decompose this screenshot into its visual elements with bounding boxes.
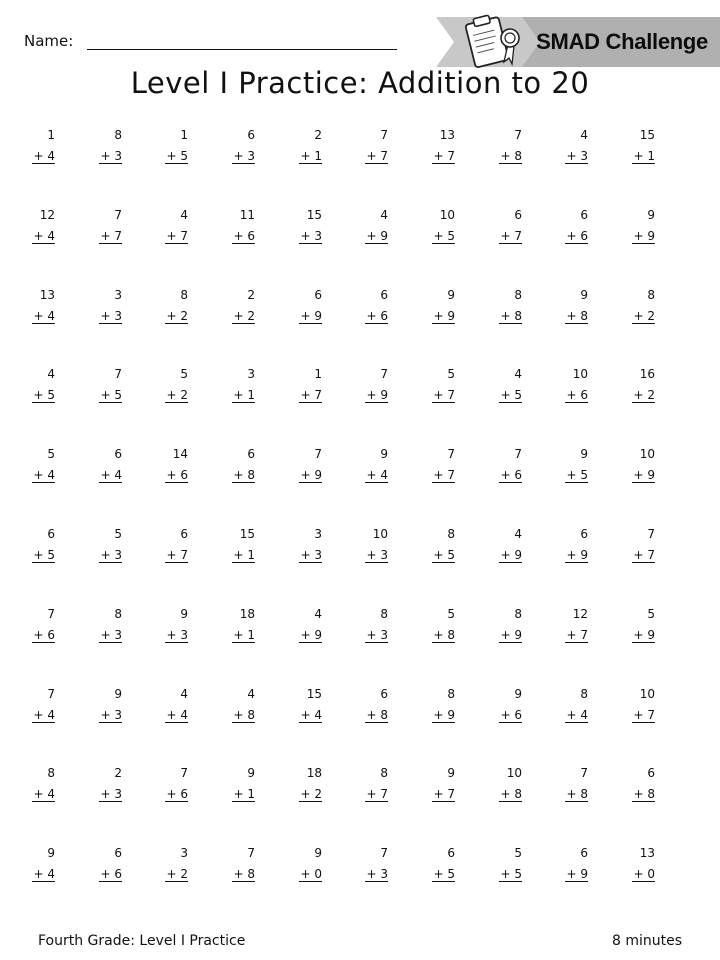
problem-top-number: 6 xyxy=(380,288,388,302)
problem-top-number: 6 xyxy=(447,846,455,860)
problem-top-number: 5 xyxy=(447,367,455,381)
problem-top-number: 3 xyxy=(180,846,188,860)
problem-top-number: 18 xyxy=(239,607,255,621)
problem-addend: + 7 xyxy=(566,628,588,642)
problem-addend: + 4 xyxy=(33,149,55,163)
problem-top-number: 1 xyxy=(314,367,322,381)
problem-top-number: 9 xyxy=(114,687,122,701)
problem-top-number: 10 xyxy=(639,687,655,701)
problem-addend: + 7 xyxy=(166,548,188,562)
problem-addend: + 5 xyxy=(433,548,455,562)
problem-addend: + 8 xyxy=(233,867,255,881)
problem-top-number: 9 xyxy=(580,447,588,461)
problem-top-number: 9 xyxy=(514,687,522,701)
problem-top-number: 7 xyxy=(180,766,188,780)
problem-top-number: 15 xyxy=(639,128,655,142)
problem-addend: + 9 xyxy=(566,867,588,881)
problem-addend: + 9 xyxy=(300,628,322,642)
problem-addend: + 9 xyxy=(633,628,655,642)
problem-addend: + 4 xyxy=(566,708,588,722)
problem-top-number: 9 xyxy=(580,288,588,302)
problem-top-number: 4 xyxy=(380,208,388,222)
problem-addend: + 6 xyxy=(500,708,522,722)
problem-top-number: 7 xyxy=(380,367,388,381)
problem-top-number: 7 xyxy=(380,128,388,142)
problem-top-number: 7 xyxy=(580,766,588,780)
problem-addend: + 8 xyxy=(233,708,255,722)
problem-addend: + 1 xyxy=(233,548,255,562)
problem-top-number: 6 xyxy=(514,208,522,222)
problem-addend: + 6 xyxy=(166,468,188,482)
problem-top-number: 7 xyxy=(514,447,522,461)
problem-addend: + 7 xyxy=(166,229,188,243)
problem-top-number: 4 xyxy=(180,208,188,222)
problem-top-number: 7 xyxy=(47,687,55,701)
problem-addend: + 2 xyxy=(166,309,188,323)
problem-top-number: 7 xyxy=(647,527,655,541)
problem-addend: + 4 xyxy=(366,468,388,482)
problem-addend: + 4 xyxy=(33,867,55,881)
problem-top-number: 13 xyxy=(39,288,55,302)
name-label: Name: xyxy=(24,32,74,50)
problem-addend: + 6 xyxy=(566,388,588,402)
problem-top-number: 5 xyxy=(514,846,522,860)
problem-addend: + 8 xyxy=(366,708,388,722)
problem-addend: + 3 xyxy=(366,548,388,562)
problem-top-number: 15 xyxy=(306,687,322,701)
problem-top-number: 6 xyxy=(314,288,322,302)
problem-addend: + 8 xyxy=(633,787,655,801)
problem-addend: + 3 xyxy=(300,548,322,562)
problem-top-number: 10 xyxy=(439,208,455,222)
problem-addend: + 9 xyxy=(566,548,588,562)
problem-top-number: 13 xyxy=(639,846,655,860)
problem-top-number: 8 xyxy=(447,527,455,541)
problem-addend: + 1 xyxy=(233,388,255,402)
problem-top-number: 3 xyxy=(247,367,255,381)
problem-addend: + 1 xyxy=(300,149,322,163)
problem-addend: + 9 xyxy=(633,468,655,482)
problem-addend: + 7 xyxy=(100,229,122,243)
problem-top-number: 8 xyxy=(514,607,522,621)
problem-addend: + 9 xyxy=(366,229,388,243)
problem-addend: + 6 xyxy=(33,628,55,642)
problem-addend: + 8 xyxy=(500,309,522,323)
problem-top-number: 10 xyxy=(506,766,522,780)
problem-addend: + 3 xyxy=(366,628,388,642)
problem-top-number: 7 xyxy=(247,846,255,860)
problem-addend: + 6 xyxy=(566,229,588,243)
problem-addend: + 8 xyxy=(500,787,522,801)
problem-top-number: 4 xyxy=(314,607,322,621)
problem-top-number: 6 xyxy=(580,846,588,860)
problem-top-number: 6 xyxy=(247,128,255,142)
problem-addend: + 5 xyxy=(100,388,122,402)
problem-top-number: 8 xyxy=(47,766,55,780)
problem-addend: + 6 xyxy=(366,309,388,323)
problem-top-number: 8 xyxy=(447,687,455,701)
problem-addend: + 7 xyxy=(433,468,455,482)
problem-top-number: 9 xyxy=(247,766,255,780)
problem-top-number: 11 xyxy=(239,208,255,222)
problem-top-number: 8 xyxy=(114,607,122,621)
problem-top-number: 5 xyxy=(114,527,122,541)
problem-top-number: 6 xyxy=(47,527,55,541)
problem-addend: + 6 xyxy=(500,468,522,482)
problem-top-number: 5 xyxy=(47,447,55,461)
problem-top-number: 2 xyxy=(114,766,122,780)
problem-addend: + 9 xyxy=(633,229,655,243)
problem-top-number: 6 xyxy=(247,447,255,461)
problem-addend: + 0 xyxy=(633,867,655,881)
problem-top-number: 9 xyxy=(180,607,188,621)
problem-addend: + 8 xyxy=(233,468,255,482)
problem-addend: + 4 xyxy=(33,229,55,243)
problem-addend: + 3 xyxy=(566,149,588,163)
problem-addend: + 1 xyxy=(233,787,255,801)
problem-top-number: 2 xyxy=(314,128,322,142)
problem-addend: + 2 xyxy=(633,309,655,323)
problem-top-number: 13 xyxy=(439,128,455,142)
problem-top-number: 15 xyxy=(306,208,322,222)
problem-top-number: 4 xyxy=(47,367,55,381)
problem-addend: + 4 xyxy=(33,309,55,323)
problem-addend: + 9 xyxy=(500,548,522,562)
problem-addend: + 7 xyxy=(633,708,655,722)
problem-addend: + 6 xyxy=(233,229,255,243)
problem-addend: + 4 xyxy=(166,708,188,722)
problem-top-number: 4 xyxy=(180,687,188,701)
problem-top-number: 3 xyxy=(314,527,322,541)
problem-addend: + 5 xyxy=(33,548,55,562)
problem-addend: + 3 xyxy=(233,149,255,163)
problem-addend: + 3 xyxy=(100,787,122,801)
problem-top-number: 6 xyxy=(114,846,122,860)
problem-addend: + 2 xyxy=(233,309,255,323)
problem-top-number: 10 xyxy=(572,367,588,381)
problem-addend: + 7 xyxy=(366,149,388,163)
problem-addend: + 4 xyxy=(300,708,322,722)
problem-addend: + 9 xyxy=(433,708,455,722)
problem-addend: + 3 xyxy=(366,867,388,881)
problem-addend: + 1 xyxy=(233,628,255,642)
problem-addend: + 8 xyxy=(500,149,522,163)
problem-addend: + 7 xyxy=(433,149,455,163)
problem-addend: + 2 xyxy=(633,388,655,402)
problem-addend: + 4 xyxy=(33,708,55,722)
problem-addend: + 7 xyxy=(500,229,522,243)
problem-addend: + 4 xyxy=(33,787,55,801)
problem-top-number: 6 xyxy=(114,447,122,461)
problem-top-number: 12 xyxy=(572,607,588,621)
challenge-title: SMAD Challenge xyxy=(536,29,708,54)
problem-top-number: 16 xyxy=(639,367,655,381)
problem-top-number: 3 xyxy=(114,288,122,302)
problem-top-number: 10 xyxy=(372,527,388,541)
problem-addend: + 2 xyxy=(166,867,188,881)
problem-top-number: 9 xyxy=(647,208,655,222)
problem-top-number: 18 xyxy=(306,766,322,780)
problem-top-number: 9 xyxy=(447,766,455,780)
problem-top-number: 1 xyxy=(180,128,188,142)
problem-top-number: 8 xyxy=(180,288,188,302)
problem-top-number: 4 xyxy=(247,687,255,701)
problem-addend: + 7 xyxy=(433,388,455,402)
problem-top-number: 12 xyxy=(39,208,55,222)
problem-top-number: 7 xyxy=(314,447,322,461)
problem-top-number: 6 xyxy=(380,687,388,701)
problem-addend: + 6 xyxy=(100,867,122,881)
problem-addend: + 9 xyxy=(500,628,522,642)
problem-addend: + 5 xyxy=(433,229,455,243)
problem-addend: + 5 xyxy=(500,388,522,402)
problem-top-number: 9 xyxy=(447,288,455,302)
problem-addend: + 9 xyxy=(366,388,388,402)
problem-top-number: 8 xyxy=(380,766,388,780)
problem-top-number: 5 xyxy=(447,607,455,621)
problem-top-number: 6 xyxy=(580,208,588,222)
problem-top-number: 8 xyxy=(380,607,388,621)
problem-addend: + 0 xyxy=(300,867,322,881)
problem-top-number: 14 xyxy=(172,447,188,461)
problem-addend: + 4 xyxy=(33,468,55,482)
problem-top-number: 7 xyxy=(514,128,522,142)
problem-top-number: 4 xyxy=(514,367,522,381)
problem-addend: + 9 xyxy=(300,468,322,482)
problem-top-number: 15 xyxy=(239,527,255,541)
problem-top-number: 8 xyxy=(514,288,522,302)
problem-top-number: 8 xyxy=(114,128,122,142)
problem-addend: + 2 xyxy=(166,388,188,402)
problem-addend: + 3 xyxy=(100,149,122,163)
problem-top-number: 5 xyxy=(647,607,655,621)
problem-top-number: 10 xyxy=(639,447,655,461)
problem-addend: + 7 xyxy=(633,548,655,562)
problem-addend: + 2 xyxy=(300,787,322,801)
problem-top-number: 9 xyxy=(314,846,322,860)
problem-addend: + 8 xyxy=(433,628,455,642)
problem-top-number: 7 xyxy=(114,208,122,222)
problem-top-number: 9 xyxy=(380,447,388,461)
problem-addend: + 5 xyxy=(500,867,522,881)
problem-top-number: 7 xyxy=(380,846,388,860)
problem-top-number: 5 xyxy=(180,367,188,381)
problem-addend: + 6 xyxy=(166,787,188,801)
problem-addend: + 3 xyxy=(100,309,122,323)
problem-top-number: 4 xyxy=(580,128,588,142)
problem-addend: + 3 xyxy=(300,229,322,243)
problem-top-number: 7 xyxy=(47,607,55,621)
problem-addend: + 1 xyxy=(633,149,655,163)
problem-top-number: 8 xyxy=(580,687,588,701)
problem-top-number: 2 xyxy=(247,288,255,302)
problem-top-number: 1 xyxy=(47,128,55,142)
problem-top-number: 9 xyxy=(47,846,55,860)
problem-addend: + 4 xyxy=(100,468,122,482)
problem-addend: + 9 xyxy=(433,309,455,323)
problem-addend: + 3 xyxy=(100,548,122,562)
problem-addend: + 7 xyxy=(366,787,388,801)
problem-top-number: 6 xyxy=(580,527,588,541)
problem-addend: + 5 xyxy=(433,867,455,881)
problem-top-number: 8 xyxy=(647,288,655,302)
problem-top-number: 4 xyxy=(514,527,522,541)
problem-addend: + 3 xyxy=(100,628,122,642)
problem-addend: + 8 xyxy=(566,787,588,801)
problem-top-number: 6 xyxy=(180,527,188,541)
footer-grade-label: Fourth Grade: Level I Practice xyxy=(38,933,246,949)
problem-addend: + 7 xyxy=(433,787,455,801)
problem-addend: + 3 xyxy=(166,628,188,642)
problem-top-number: 6 xyxy=(647,766,655,780)
problem-addend: + 5 xyxy=(33,388,55,402)
footer-time-label: 8 minutes xyxy=(611,933,682,949)
problem-addend: + 5 xyxy=(166,149,188,163)
problem-addend: + 8 xyxy=(566,309,588,323)
problem-top-number: 7 xyxy=(114,367,122,381)
worksheet-title: Level I Practice: Addition to 20 xyxy=(130,66,590,100)
problem-addend: + 5 xyxy=(566,468,588,482)
problem-addend: + 3 xyxy=(100,708,122,722)
problem-addend: + 9 xyxy=(300,309,322,323)
problem-top-number: 7 xyxy=(447,447,455,461)
problem-addend: + 7 xyxy=(300,388,322,402)
